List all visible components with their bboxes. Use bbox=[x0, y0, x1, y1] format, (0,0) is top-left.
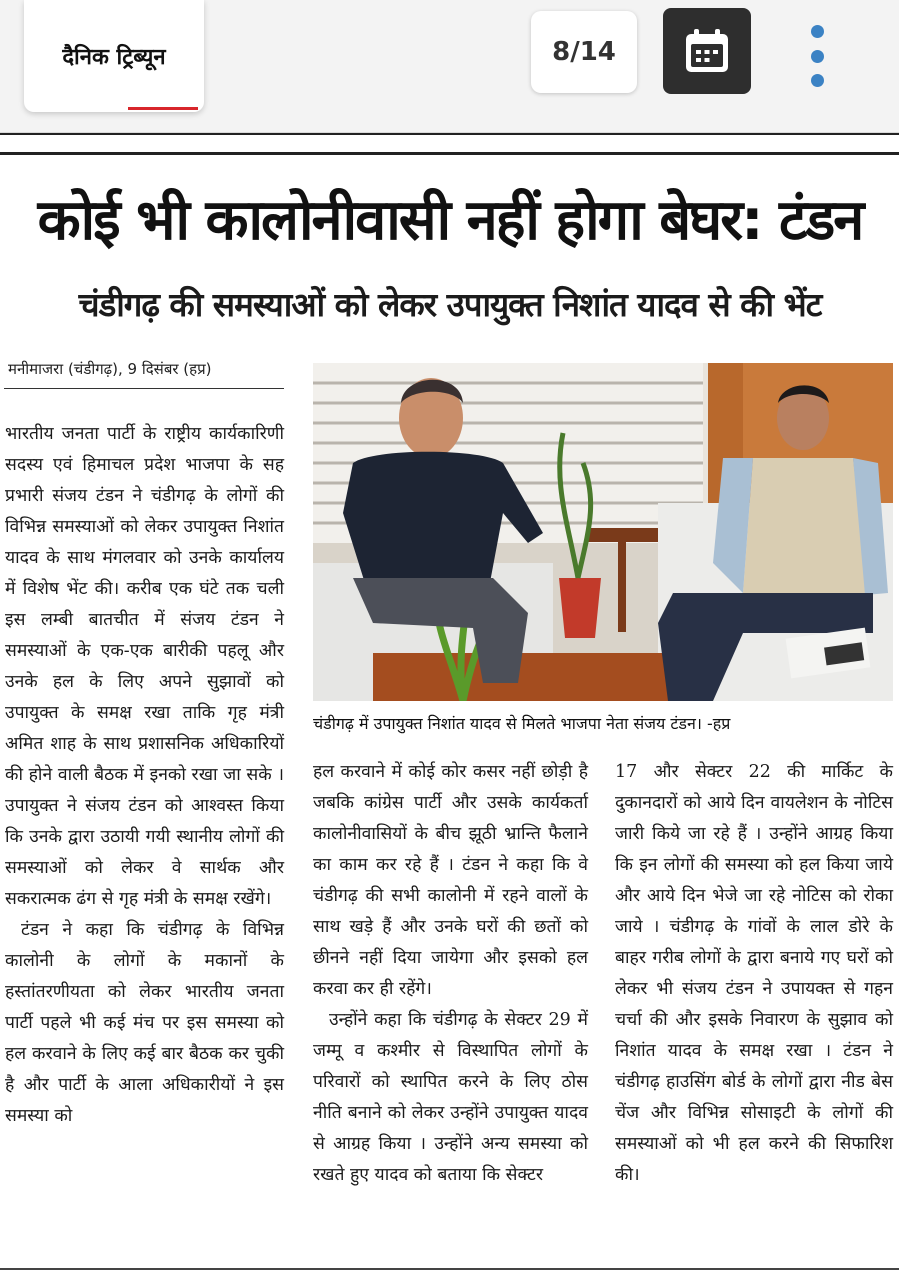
more-vertical-icon bbox=[811, 25, 824, 38]
paragraph: भारतीय जनता पार्टी के राष्ट्रीय कार्यकारिणी सदस्य एवं हिमाचल प्रदेश भाजपा के सह प्रभारी संजय टंडन ने चंडीगढ़ के लोगों की विभिन्न समस्याओं को लेकर उपायुक्त निशांत यादव के साथ मंगलवार को उनके कार्यालय में विशेष भेंट की। करीब एक घंटे तक चली इस लम्बी बातचीत में संजय टंडन ने समस्याओं के एक-एक बारीकी पहलू और उनके हल के लिए अपने सुझावों को उपायुक्त के समक्ष रखा ताकि गृह मंत्री अमित शाह के साथ प्रशासनिक अधिकारियों की होने वाली बैठक में इनको रखा जा सके ।उपायुक्त ने संजय टंडन को आश्वस्त किया कि उनके द्वारा उठायी गयी स्थानीय लोगों की समस्याओं को लेकर वे सार्थक और सकरात्मक ढंग से गृह मंत्री के समक्ष रखेंगे। bbox=[5, 424, 284, 909]
paragraph: उन्होंने कहा कि चंडीगढ़ के सेक्टर 29 में जम्मू व कश्मीर से विस्थापित लोगों के परिवारों को स्थापित करने के लिए ठोस नीति बनाने को लेकर उन्होंने उपायुक्त यादव से आग्रह किया । उन्होंने अन्य समस्या को रखते हुए यादव को बताया कि सेक्टर bbox=[313, 1010, 588, 1185]
paragraph: टंडन ने कहा कि चंडीगढ़ के विभिन्न कालोनी के लोगों के मकानों के हस्तांतरणीयता को लेकर भारतीय जनता पार्टी पहले भी कई मंच पर इस समस्या को हल करवाने के लिए कई बार बैठक कर चुकी है और पार्टी के आला अधिकारीयों ने इस समस्या को bbox=[5, 920, 284, 1126]
headline: कोई भी कालोनीवासी नहीं होगा बेघर: टंडन bbox=[37, 188, 863, 253]
dateline: मनीमाजरा (चंडीगढ़), 9 दिसंबर (हप्र) bbox=[8, 360, 212, 378]
top-rule-thick bbox=[0, 152, 899, 155]
bottom-rule bbox=[0, 1268, 899, 1270]
calendar-button[interactable] bbox=[663, 8, 751, 94]
more-dot bbox=[811, 74, 824, 87]
logo-text: दैनिक ट्रिब्यून bbox=[62, 45, 166, 70]
dateline-rule bbox=[4, 388, 284, 389]
article-photo bbox=[313, 363, 893, 701]
app-header bbox=[0, 0, 899, 133]
more-dot bbox=[811, 50, 824, 63]
top-rule bbox=[0, 133, 899, 135]
article-column-2 bbox=[313, 757, 588, 1252]
article-column-1 bbox=[5, 419, 284, 1259]
photo-caption: चंडीगढ़ में उपायुक्त निशांत यादव से मिलते भाजपा नेता संजय टंडन। -हप्र bbox=[313, 714, 731, 733]
paragraph: हल करवाने में कोई कोर कसर नहीं छोड़ी है जबकि कांग्रेस पार्टी और उसके कार्यकर्ता कालोनीवासियों के बीच झूठी भ्रान्ति फैलाने का काम कर रहे हैं । टंडन ने कहा कि वे चंडीगढ़ की सभी कालोनी में रहने वालों के साथ खड़े हैं और उनके घरों की छतों को छीनने नहीं दिया जायेगा और इसको हल करवा कर ही रहेंगे। bbox=[313, 762, 588, 999]
page-indicator[interactable]: 8/14 bbox=[531, 11, 637, 93]
more-options-button[interactable] bbox=[800, 25, 834, 87]
paragraph: 17 और सेक्टर 22 की मार्किट के दुकानदारों को आये दिन वायलेशन के नोटिस जारी किये जा रहे हैं । उन्होंने आग्रह किया कि इन लोगों की समस्या को हल किया जाये और आये दिन भेजे जा रहे नोटिस को रोका जाये । चंडीगढ़ के गांवों के लाल डोरे के बाहर गरीब लोगों के द्वारा बनाये गए घरों को लेकर भी संजय टंडन ने उपायक्त से गहन चर्चा की और इसके निवारण के सुझाव को निशांत यादव के समक्ष रखा । टंडन ने चंडीगढ़ हाउसिंग बोर्ड के लोगों द्वारा नीड बेस चेंज और विभिन्न सोसाइटी के लोगों की समस्याओं को भी हल करने की सिफारिश की। bbox=[615, 762, 893, 1185]
calendar-icon bbox=[682, 26, 732, 76]
photo-illustration bbox=[313, 363, 893, 701]
newspaper-logo[interactable] bbox=[24, 0, 204, 112]
logo-accent-bar bbox=[128, 107, 198, 110]
subheadline: चंडीगढ़ की समस्याओं को लेकर उपायुक्त निशांत यादव से की भेंट bbox=[78, 285, 822, 324]
article-column-3 bbox=[615, 757, 893, 1252]
